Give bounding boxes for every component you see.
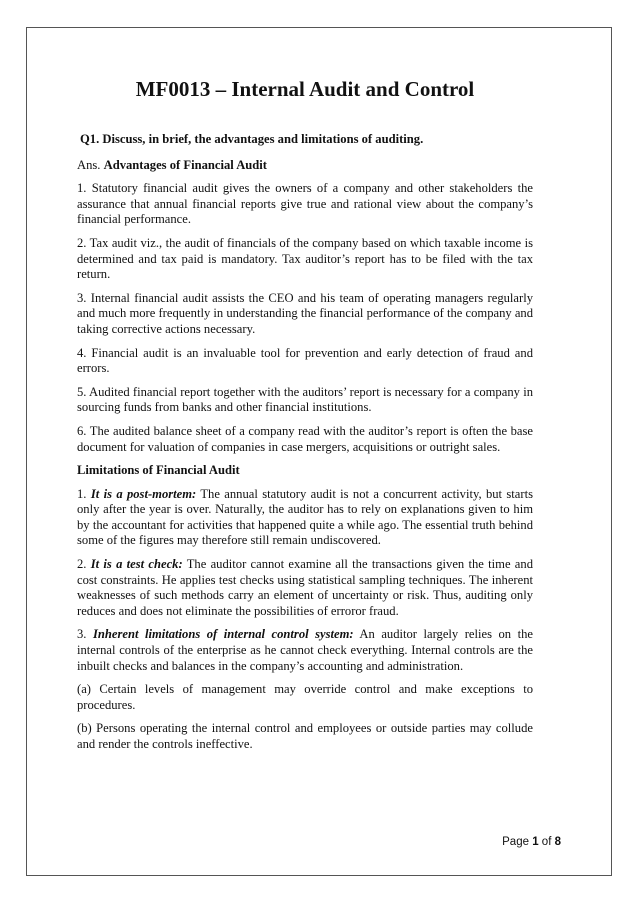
limitation-lead: Inherent limitations of internal control system: bbox=[92, 627, 354, 642]
limitation-item: 2. It is a test check: The auditor cannot examine all the transactions given the time and cost constraints. He applies test checks using statistical sampling techniques. The inherent weaknesses of such methods carry an element of uncertainty or risk. Thus, auditing only reduces and does not eliminate the possibilities of erroror fraud. bbox=[77, 557, 533, 618]
limitation-lead: It is a post-mortem: bbox=[90, 486, 197, 501]
question-heading: Q1. Discuss, in brief, the advantages and limitations of auditing. bbox=[80, 132, 424, 146]
advantage-item: 1. Statutory financial audit gives the owners of a company and other stakeholders the assurance that annual financial reports give true and rational view about the company’s financial performance. bbox=[77, 181, 533, 227]
advantage-item: 4. Financial audit is an invaluable tool for prevention and early detection of fraud and errors. bbox=[77, 345, 533, 376]
sub-point-item: (b) Persons operating the internal control and employees or outside parties may collude and render the controls ineffective. bbox=[77, 721, 533, 751]
advantage-item: 2. Tax audit viz., the audit of financials of the company based on which taxable income is determined and tax paid is mandatory. Tax auditor’s report has to be filed with the tax return. bbox=[77, 235, 533, 282]
page-number: Page 1 of 8 bbox=[502, 836, 561, 848]
sub-point-item: (a) Certain levels of management may override control and make exceptions to procedures. bbox=[77, 682, 533, 712]
limitations-heading: Limitations of Financial Audit bbox=[77, 463, 240, 478]
advantage-item: 6. The audited balance sheet of a company read with the auditor’s report is often the base document for valuation of companies in case mergers, acquisitions or outright sales. bbox=[77, 423, 533, 454]
answer-heading bbox=[77, 158, 533, 174]
page-title: MF0013 – Internal Audit and Control bbox=[135, 77, 475, 101]
limitation-item: 3. Inherent limitations of internal control system: An auditor largely relies on the internal controls of the enterprise as he cannot check everything. Internal controls are the inbuilt checks and balances in the company’s accounting and administration. bbox=[77, 627, 533, 673]
advantage-item: 5. Audited financial report together with the auditors’ report is necessary for a company in sourcing funds from banks and other financial institutions. bbox=[77, 384, 533, 415]
answer-prefix: Ans. bbox=[77, 157, 101, 172]
document-body bbox=[77, 74, 533, 761]
advantages-heading: Advantages of Financial Audit bbox=[103, 157, 268, 172]
advantage-item: 3. Internal financial audit assists the CEO and his team of operating managers regularly and much more frequently in understanding the financial performance of the company and taking corrective actions necessary. bbox=[77, 290, 534, 336]
limitation-lead: It is a test check: bbox=[90, 557, 183, 572]
limitation-item: 1. It is a post-mortem: The annual statutory audit is not a concurrent activity, but starts only after the year is over. Naturally, the auditor has to rely on explanations given to him by the accountant for activities that happened quite a while ago. The essential truth behind some of the figures may therefore still remain undiscovered. bbox=[77, 486, 533, 548]
